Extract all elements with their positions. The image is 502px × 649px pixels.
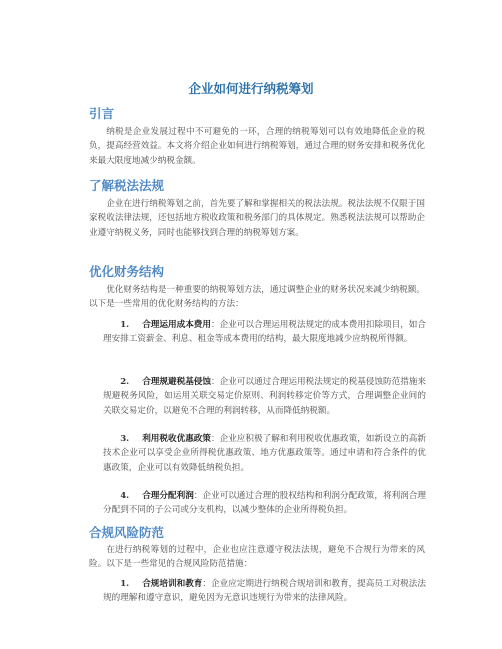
list-number: 3. [120, 434, 130, 444]
list-term: 合理分配利润 [142, 491, 194, 501]
list-text: ：企业可以合理运用税法规定的成本费用扣除项目，如合理安排工资薪金、利息、租金等成本费用的结构，最大限度地减少应纳税所得额。 [103, 320, 426, 345]
list-term: 合规培训和教育 [142, 579, 203, 589]
section-heading-finance: 优化财务结构 [89, 264, 165, 279]
compliance-paragraph: 在进行纳税筹划的过程中，企业也应注意遵守税法法规，避免不合规行为带来的风险。以下是一些常见的合规风险防范措施： [89, 545, 425, 570]
list-number: 4. [120, 491, 130, 501]
list-term: 合理规避税基侵蚀 [142, 377, 211, 387]
section-heading-tax-law: 了解税法法规 [89, 178, 165, 193]
list-text: ：企业应定期进行纳税合规培训和教育，提高员工对税法法规的理解和遵守意识，避免因为无意识违规行为带来的法律风险。 [103, 579, 426, 604]
list-item [103, 489, 426, 518]
list-text: ：企业应积极了解和利用税收优惠政策，如新设立的高新技术企业可以享受企业所得税优惠政策、地方优惠政策等。通过申请和符合条件的优惠政策，企业可以有效降低纳税负担。 [103, 434, 426, 473]
section-heading-compliance: 合规风险防范 [89, 525, 165, 540]
list-item [103, 318, 426, 347]
finance-paragraph: 优化财务结构是一种重要的纳税筹划方法，通过调整企业的财务状况来减少纳税额。以下是一些常用的优化财务结构的方法： [89, 285, 425, 310]
list-item [103, 577, 426, 606]
list-item [103, 432, 426, 475]
document-title: 企业如何进行纳税筹划 [188, 81, 314, 96]
list-number: 1. [120, 579, 130, 589]
list-number: 1. [120, 320, 130, 330]
section-heading-intro: 引言 [89, 106, 115, 121]
list-text: ：企业可以通过合理运用税法规定的税基侵蚀防范措施来规避税务风险，如运用关联交易定价原则、利润转移定价等方式，合理调整企业间的关联交易定价，以避免不合理的利润转移，从而降低纳税额。 [103, 377, 426, 416]
intro-paragraph: 纳税是企业发展过程中不可避免的一环，合理的纳税筹划可以有效地降低企业的税负，提高经营效益。本文将介绍企业如何进行纳税筹划，通过合理的财务安排和税务优化来最大限度地减少纳税金额。 [89, 127, 425, 166]
list-text: ：企业可以通过合理的股权结构和利润分配政策，将利润合理分配到不同的子公司或分支机构，以减少整体的企业所得税负担。 [103, 491, 426, 516]
list-number: 2. [120, 377, 130, 387]
tax-law-paragraph: 企业在进行纳税筹划之前，首先要了解和掌握相关的税法法规。税法法规不仅限于国家税收法律法规，还包括地方税收政策和税务部门的具体规定。熟悉税法法规可以帮助企业遵守纳税义务，同时也能够找到合理的纳税筹划方案。 [89, 199, 425, 238]
list-term: 合理运用成本费用 [142, 320, 211, 330]
list-term: 利用税收优惠政策 [142, 434, 211, 444]
list-item [103, 375, 426, 418]
